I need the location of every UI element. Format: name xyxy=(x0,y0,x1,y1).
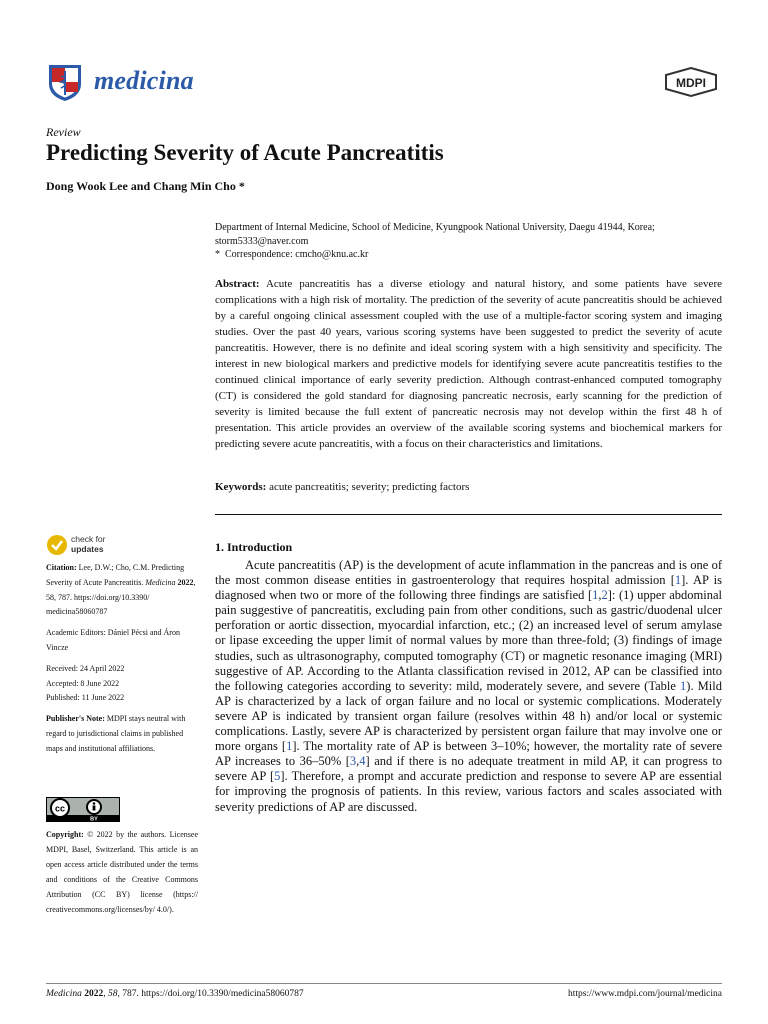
check-for-updates-button[interactable] xyxy=(46,533,136,557)
author-email[interactable]: storm5333@naver.com xyxy=(215,235,309,247)
correspondence-text: Correspondence: cmcho@knu.ac.kr xyxy=(225,249,369,260)
svg-text:cc: cc xyxy=(54,803,66,814)
academic-editors: Academic Editors: Dániel Pécsi and Áron Vincze xyxy=(46,628,180,652)
footer-journal-url[interactable]: https://www.mdpi.com/journal/medicina xyxy=(568,989,722,999)
footer-year: 2022 xyxy=(84,989,104,999)
footer-volume: 58 xyxy=(108,989,118,999)
divider xyxy=(215,514,722,515)
reference-link[interactable]: 1 xyxy=(592,588,599,603)
footer-citation: Medicina 2022, 58, 787. https://doi.org/10.3390/medicina58060787 xyxy=(46,989,304,999)
accepted-date: Accepted: 8 June 2022 xyxy=(46,678,120,688)
copyright-label: Copyright: xyxy=(46,830,84,839)
section-heading: 1. Introduction xyxy=(215,540,293,554)
footer-divider xyxy=(46,983,722,984)
citation-text: Lee, D.W.; Cho, C.M. Predicting Severity of Acute Pancreatitis. xyxy=(46,563,185,587)
correspondence xyxy=(215,248,715,262)
reference-link[interactable]: 1 xyxy=(674,573,682,588)
journal-logo-icon xyxy=(46,62,84,102)
journal-name[interactable]: medicina xyxy=(94,66,194,95)
intro-text: ). Mild AP is characterized by a lack of organ failure and no local or systemic complications. Moderately severe AP is indicated by transient organ failure (resolves within 48 h) and/or local or systemic complications. Lastly, severe AP is characterized by persistent organ failure that may involve one or more organs [ xyxy=(215,678,722,754)
citation xyxy=(46,561,198,620)
publishers-note xyxy=(46,712,198,756)
reference-link[interactable]: 3 xyxy=(349,754,357,769)
correspondence-mark: * xyxy=(215,249,220,260)
abstract-text: Acute pancreatitis has a diverse etiology and natural history, and some patients have severe complications with a high risk of mortality. The prediction of the severity of acute pancreatitis should be achieved by a careful ongoing clinical assessment coupled with the use of a multiple-factor scoring system and imaging studies. Over the past 40 years, various scoring systems have been suggested to predict the severity of acute pancreatitis. However, there is no definite and ideal scoring system with a high sensitivity and specificity. The interest in new biological markers and predictive models for identifying severe acute pancreatitis testifies to the continued clinical importance of early severity prediction. Although contrast-enhanced computed tomography (CT) is considered the gold standard for diagnosing pancreatic necrosis, early scanning for the prediction of severity is limited because the full extent of pancreatic necrosis may not develop within the first 48 h of presentation. This article provides an overview of the available scoring systems and biochemical markers for predicting severe acute pancreatitis, with a focus on their characteristics and limitations. xyxy=(215,278,722,450)
reference-link[interactable]: 4 xyxy=(359,754,366,769)
reference-link[interactable]: 1 xyxy=(286,739,293,754)
license-badge: BY xyxy=(90,816,98,822)
citation-doi[interactable]: , 58, 787. https://doi.org/10.3390/ medicina58060787 xyxy=(46,577,196,617)
footer-journal: Medicina xyxy=(46,989,82,999)
check-updates-icon xyxy=(46,534,68,556)
abstract xyxy=(215,276,722,452)
intro-text: ]. The mortality rate of AP is between 3–10%; however, the mortality rate of severe AP increases to 36–50% [ xyxy=(215,739,723,769)
copyright-text: © 2022 by the authors. Licensee MDPI, Basel, Switzerland. This article is an open access article distributed under the terms and conditions of the Creative Commons Attribution (CC BY) license (https:// creativecommons.org/licenses/by/ 4.0/). xyxy=(46,830,199,914)
affiliation xyxy=(215,221,715,262)
affiliation-line: Department of Internal Medicine, School of Medicine, Kyungpook National University, Daegu 41944, Korea; xyxy=(215,222,655,233)
introduction-paragraph: Acute pancreatitis (AP) is the development of acute inflammation in the pancreas and is one of the most common disease entities in gastroenterology that requires hospital admission [1]. AP is diagnosed when two or more of the following three findings are satisfied [1,2]: (1) upper abdominal pain suggestive of pancreatitis, excluding pain from other conditions, such as gastric/duodenal ulcer perforation or aortic dissection, myocardial infarction, etc.; (2) an increased level of serum amylase or lipase exceeding the upper limit of normal values by more than three-fold; (3) findings of image studies, such as ultrasonography, computed tomography (CT) or magnetic resonance imaging (MRI) suggestive of AP. According to the Atlanta classification revised in 2012, AP can be classified into the following categories according to severity: mild, moderately severe, and severe (Table 1). Mild AP is characterized by a lack of organ failure and no local or systemic complications. Moderately severe AP is indicated by transient organ failure (resolves within 48 h) and/or local or systemic complications. Lastly, severe AP is characterized by persistent organ failure that may involve one or more organs [1]. The mortality rate of AP is between 3–10%; however, the mortality rate of severe AP increases to 36–50% [3,4] and if there is no adequate treatment in mild AP, it can progress to severe AP [5]. Therefore, a prompt and accurate prediction and response to severe AP are essential for improving the prognosis of patients. In this review, various factors and scales associated with severity predictions of AP are discussed. xyxy=(215,558,723,814)
reference-link[interactable]: 2 xyxy=(601,588,608,603)
article-title: Predicting Severity of Acute Pancreatitis xyxy=(46,140,444,165)
intro-text: ]: (1) upper abdominal pain suggestive of pancreatitis, excluding pain from other conditions, such as gastric/duodenal ulcer perforation or aortic dissection, myocardial infarction, etc.; (2) an increased level of serum amylase or lipase exceeding the upper limit of normal values by more than three-fold; (3) findings of image studies, such as ultrasonography, computed tomography (CT) or magnetic resonance imaging (MRI) suggestive of AP. According to the Atlanta classification revised in 2012, AP can be classified into the following categories according to severity: mild, moderately severe, and severe (Table xyxy=(215,588,723,693)
received-date: Received: 24 April 2022 xyxy=(46,663,125,673)
cc-by-license-icon[interactable] xyxy=(46,797,120,822)
intro-text: ]. Therefore, a prompt and accurate prediction and response to severe AP are essential for improving the prognosis of patients. In this review, various factors and scales associated with severity predictions of AP are discussed. xyxy=(215,769,722,814)
updates-label: updates xyxy=(71,544,104,554)
intro-text: ] and if there is no adequate treatment in mild AP, it can progress to severe AP [ xyxy=(215,754,722,784)
abstract-label: Abstract: xyxy=(215,278,260,290)
intro-text: ]. AP is diagnosed when two or more of the following three findings are satisfied [ xyxy=(215,573,722,603)
keywords-label: Keywords: xyxy=(215,481,267,493)
dates xyxy=(46,662,198,706)
table-link[interactable]: 1 xyxy=(680,678,687,693)
citation-label: Citation: xyxy=(46,563,77,572)
article-type: Review xyxy=(46,125,81,139)
copyright xyxy=(46,827,198,917)
keywords-text: acute pancreatitis; severity; predicting factors xyxy=(269,481,470,493)
publisher-name: MDPI xyxy=(676,76,706,90)
reference-link[interactable]: 5 xyxy=(274,769,281,784)
citation-year: 2022 xyxy=(177,577,194,587)
check-label: check for xyxy=(71,534,106,544)
sidebar xyxy=(46,561,198,763)
citation-journal: Medicina xyxy=(145,577,176,587)
intro-text: Acute pancreatitis (AP) is the development of acute inflammation in the pancreas and is one of the most common disease entities in gastroenterology that requires hospital admission [ xyxy=(215,558,722,588)
footer-doi[interactable]: , 787. https://doi.org/10.3390/medicina58060787 xyxy=(117,989,304,999)
note-text: MDPI stays neutral with regard to jurisdictional claims in published maps and institutional affiliations. xyxy=(46,714,186,753)
authors: Dong Wook Lee and Chang Min Cho * xyxy=(46,179,245,193)
mdpi-logo-icon[interactable] xyxy=(664,67,718,97)
keywords xyxy=(215,481,469,493)
note-label: Publisher's Note: xyxy=(46,714,105,724)
published-date: Published: 11 June 2022 xyxy=(46,693,125,703)
